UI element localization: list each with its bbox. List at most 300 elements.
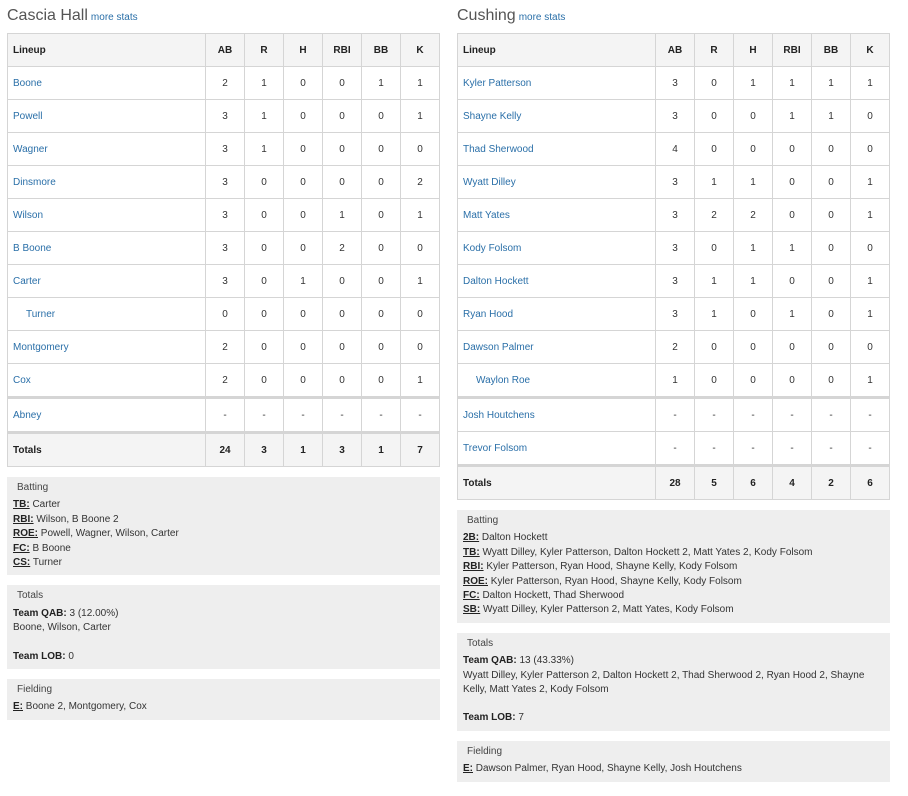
table-row — [8, 199, 440, 232]
stat-abbr: CS: — [13, 557, 31, 569]
column-header: BB — [812, 34, 851, 67]
stat-cell: 1 — [851, 298, 890, 331]
team-header — [7, 0, 440, 33]
stat-abbr: FC: — [13, 542, 30, 554]
section-title: Fielding — [17, 684, 53, 696]
stat-cell: 3 — [656, 232, 695, 265]
player-link[interactable]: Powell — [13, 110, 43, 122]
team-qab-players: Boone, Wilson, Carter — [13, 622, 111, 634]
stat-cell: - — [812, 432, 851, 466]
table-header-row — [458, 34, 890, 67]
team-lob-line — [13, 650, 434, 664]
stat-cell: - — [695, 398, 734, 432]
stat-cell: 0 — [323, 265, 362, 298]
player-cell — [458, 331, 656, 364]
stat-cell: 1 — [245, 133, 284, 166]
stat-cell: 0 — [245, 265, 284, 298]
player-link[interactable]: Wagner — [13, 143, 48, 155]
stat-cell: - — [695, 432, 734, 466]
bench-row — [458, 432, 890, 466]
total-cell: 28 — [656, 466, 695, 500]
stat-cell: 0 — [284, 364, 323, 398]
stat-cell: 0 — [734, 364, 773, 398]
stat-cell: 0 — [323, 298, 362, 331]
stat-cell: 0 — [284, 166, 323, 199]
stat-cell: - — [773, 432, 812, 466]
stat-cell: 0 — [284, 298, 323, 331]
stat-cell: 1 — [284, 265, 323, 298]
player-cell — [8, 199, 206, 232]
player-link[interactable]: Abney — [13, 409, 42, 421]
stat-cell: 0 — [851, 100, 890, 133]
total-cell: 3 — [323, 433, 362, 467]
player-cell — [8, 398, 206, 433]
spacer — [13, 636, 434, 650]
batting-stat-line — [13, 556, 434, 570]
stat-cell: - — [323, 398, 362, 433]
bench-row — [8, 398, 440, 433]
table-row — [458, 232, 890, 265]
table-row — [8, 100, 440, 133]
stat-value: Turner — [30, 557, 62, 569]
player-link[interactable]: Thad Sherwood — [463, 143, 534, 155]
stat-abbr: ROE: — [13, 528, 38, 540]
total-cell: 24 — [206, 433, 245, 467]
table-row — [8, 232, 440, 265]
spacer — [463, 697, 884, 711]
player-cell — [458, 432, 656, 466]
fielding-section — [7, 679, 440, 720]
batting-stat-line — [463, 546, 884, 560]
stat-value: B Boone — [29, 542, 71, 554]
player-cell — [458, 199, 656, 232]
stat-abbr: SB: — [463, 604, 481, 616]
stat-abbr: ROE: — [463, 575, 488, 587]
stat-cell: 2 — [656, 331, 695, 364]
stat-cell: 2 — [695, 199, 734, 232]
stat-cell: 1 — [734, 67, 773, 100]
stat-cell: 3 — [656, 199, 695, 232]
stat-cell: - — [656, 432, 695, 466]
player-link[interactable]: Boone — [13, 77, 42, 89]
stat-cell: 1 — [773, 298, 812, 331]
batting-stat-line — [13, 513, 434, 527]
more-stats-link[interactable]: more stats — [90, 12, 138, 23]
column-header: BB — [362, 34, 401, 67]
stat-cell: 1 — [245, 67, 284, 100]
stat-cell: 0 — [773, 364, 812, 398]
player-cell — [8, 364, 206, 398]
stat-cell: 2 — [323, 232, 362, 265]
player-cell — [458, 265, 656, 298]
stat-cell: 0 — [734, 331, 773, 364]
stat-cell: 0 — [734, 133, 773, 166]
player-cell — [458, 232, 656, 265]
stat-cell: 0 — [401, 133, 440, 166]
stat-cell: 0 — [284, 67, 323, 100]
stat-cell: 0 — [284, 133, 323, 166]
stat-cell: 0 — [773, 133, 812, 166]
stat-cell: 1 — [245, 100, 284, 133]
total-cell: 2 — [812, 466, 851, 500]
stat-cell: 1 — [851, 166, 890, 199]
stat-cell: 1 — [812, 67, 851, 100]
stat-cell: 3 — [656, 166, 695, 199]
stat-cell: 1 — [695, 166, 734, 199]
stat-cell: 1 — [851, 364, 890, 398]
stat-abbr: RBI: — [13, 513, 34, 525]
player-link[interactable]: Josh Houtchens — [463, 409, 535, 421]
stat-cell: 1 — [734, 265, 773, 298]
stat-cell: - — [734, 398, 773, 432]
stat-cell: 1 — [695, 298, 734, 331]
more-stats-link[interactable]: more stats — [518, 12, 566, 23]
column-header: AB — [206, 34, 245, 67]
stat-cell: 2 — [401, 166, 440, 199]
totals-row — [8, 433, 440, 467]
stat-cell: 0 — [245, 298, 284, 331]
stat-value: Wyatt Dilley, Kyler Patterson 2, Matt Yates, Kody Folsom — [480, 604, 734, 616]
stat-cell: 3 — [206, 100, 245, 133]
stat-cell: 0 — [812, 133, 851, 166]
batting-stat-line — [463, 531, 884, 545]
batting-stat-line — [463, 575, 884, 589]
team-name: Cascia Hall — [7, 7, 88, 24]
stat-cell: 0 — [245, 199, 284, 232]
total-cell: 4 — [773, 466, 812, 500]
stat-cell: 0 — [362, 298, 401, 331]
stat-cell: 0 — [245, 166, 284, 199]
player-cell — [458, 133, 656, 166]
table-row — [8, 265, 440, 298]
team-qab-value: 13 (43.33%) — [516, 655, 574, 667]
stat-cell: 0 — [245, 331, 284, 364]
stat-cell: 0 — [323, 67, 362, 100]
totals-row — [458, 466, 890, 500]
total-cell: 6 — [851, 466, 890, 500]
stat-cell: 1 — [323, 199, 362, 232]
stat-cell: 0 — [401, 331, 440, 364]
stat-cell: 1 — [401, 100, 440, 133]
stat-cell: 0 — [284, 100, 323, 133]
table-row — [8, 166, 440, 199]
lineup-table — [457, 33, 890, 500]
team-qab-line — [463, 654, 884, 668]
stat-cell: 0 — [245, 232, 284, 265]
stat-cell: 0 — [851, 331, 890, 364]
total-cell: 6 — [734, 466, 773, 500]
stat-cell: 0 — [401, 298, 440, 331]
section-title: Batting — [467, 515, 499, 526]
stat-cell: 0 — [284, 232, 323, 265]
stat-cell: 0 — [206, 298, 245, 331]
team-name: Cushing — [457, 7, 516, 24]
stat-cell: 1 — [695, 265, 734, 298]
totals-section — [457, 633, 890, 731]
team-qab-label: Team QAB: — [463, 655, 517, 667]
player-cell — [458, 67, 656, 100]
player-link[interactable]: Wilson — [13, 209, 44, 221]
team-lob-label: Team LOB: — [463, 712, 516, 724]
fielding-stat-line — [13, 700, 434, 714]
stat-cell: 0 — [695, 232, 734, 265]
batting-section — [7, 477, 440, 575]
stat-cell: - — [734, 432, 773, 466]
player-link[interactable]: B Boone — [13, 242, 52, 254]
column-header: Lineup — [8, 34, 206, 67]
bench-row — [458, 398, 890, 432]
stat-cell: 0 — [362, 331, 401, 364]
stat-cell: 3 — [656, 298, 695, 331]
stat-cell: 0 — [284, 199, 323, 232]
player-link[interactable]: Dawson Palmer — [463, 341, 534, 353]
stat-cell: 0 — [734, 100, 773, 133]
team-lob-line — [463, 711, 884, 725]
table-row — [458, 199, 890, 232]
team-qab-value: 3 (12.00%) — [66, 607, 119, 619]
stat-cell: 3 — [206, 166, 245, 199]
stat-cell: 0 — [851, 232, 890, 265]
stat-cell: 0 — [323, 166, 362, 199]
stat-cell: 0 — [323, 331, 362, 364]
player-link[interactable]: Shayne Kelly — [463, 110, 522, 122]
team-header — [457, 0, 890, 33]
stat-cell: 0 — [695, 331, 734, 364]
table-row — [458, 67, 890, 100]
player-cell — [8, 133, 206, 166]
column-header: R — [245, 34, 284, 67]
fielding-stat-line — [463, 762, 884, 776]
stat-cell: 0 — [323, 364, 362, 398]
table-row — [458, 100, 890, 133]
stat-cell: - — [245, 398, 284, 433]
stat-cell: 1 — [362, 67, 401, 100]
stat-cell: - — [401, 398, 440, 433]
batting-stat-line — [463, 589, 884, 603]
player-cell — [8, 232, 206, 265]
column-header: AB — [656, 34, 695, 67]
stat-cell: 0 — [812, 364, 851, 398]
stat-abbr: TB: — [13, 499, 30, 511]
player-cell — [8, 331, 206, 364]
team-qab-line — [13, 607, 434, 621]
stat-cell: 0 — [362, 232, 401, 265]
section-title: Fielding — [467, 745, 503, 757]
stat-value: Dawson Palmer, Ryan Hood, Shayne Kelly, Josh Houtchens — [473, 763, 742, 775]
batting-section — [457, 510, 890, 623]
section-title: Totals — [17, 590, 44, 602]
stat-cell: 1 — [656, 364, 695, 398]
stat-cell: 1 — [851, 67, 890, 100]
column-header: H — [284, 34, 323, 67]
player-link[interactable]: Kody Folsom — [463, 242, 522, 254]
player-link[interactable]: Wyatt Dilley — [463, 176, 516, 188]
stat-abbr: FC: — [463, 590, 480, 602]
stat-cell: 0 — [812, 232, 851, 265]
stat-cell: 0 — [695, 364, 734, 398]
stat-value: Wilson, B Boone 2 — [33, 513, 119, 525]
stat-cell: 0 — [362, 133, 401, 166]
player-cell — [458, 364, 656, 398]
stat-cell: 0 — [284, 331, 323, 364]
stat-cell: 3 — [656, 265, 695, 298]
stat-cell: 0 — [773, 166, 812, 199]
stat-cell: 3 — [206, 133, 245, 166]
player-cell — [458, 398, 656, 432]
table-row — [458, 298, 890, 331]
stat-cell: - — [773, 398, 812, 432]
stat-cell: - — [284, 398, 323, 433]
stat-cell: 3 — [656, 100, 695, 133]
batting-stat-line — [13, 498, 434, 512]
total-cell: 1 — [284, 433, 323, 467]
column-header: Lineup — [458, 34, 656, 67]
team-qab-players: Wyatt Dilley, Kyler Patterson 2, Dalton Hockett 2, Thad Sherwood 2, Ryan Hood 2, Shayne Kelly, Matt Yates 2, Kody Folsom — [463, 669, 865, 696]
player-link[interactable]: Dinsmore — [13, 176, 56, 188]
stat-cell: 0 — [812, 166, 851, 199]
player-link[interactable]: Carter — [13, 275, 41, 287]
player-link[interactable]: Trevor Folsom — [463, 442, 528, 454]
column-header: RBI — [323, 34, 362, 67]
stat-value: Dalton Hockett — [479, 532, 548, 544]
team-lob-value: 7 — [515, 712, 524, 724]
player-link[interactable]: Waylon Roe — [476, 374, 531, 386]
table-row — [8, 133, 440, 166]
stat-cell: 1 — [401, 364, 440, 398]
totals-label: Totals — [458, 466, 656, 500]
totals-section — [7, 585, 440, 669]
player-link[interactable]: Montgomery — [13, 341, 69, 353]
stat-cell: 0 — [695, 67, 734, 100]
stat-value: Carter — [29, 499, 61, 511]
table-header-row — [8, 34, 440, 67]
lineup-table — [7, 33, 440, 467]
batting-stat-line — [13, 527, 434, 541]
stat-cell: 1 — [773, 232, 812, 265]
column-header: H — [734, 34, 773, 67]
team-lob-label: Team LOB: — [13, 650, 66, 662]
stat-value: Wyatt Dilley, Kyler Patterson, Dalton Hockett 2, Matt Yates 2, Kody Folsom — [479, 546, 813, 558]
stat-cell: - — [362, 398, 401, 433]
player-link[interactable]: Matt Yates — [463, 209, 510, 221]
stat-cell: 0 — [812, 298, 851, 331]
table-row — [8, 67, 440, 100]
stat-cell: 0 — [734, 298, 773, 331]
stat-cell: - — [812, 398, 851, 432]
player-cell — [458, 298, 656, 331]
total-cell: 3 — [245, 433, 284, 467]
stat-cell: 0 — [773, 331, 812, 364]
stat-cell: 0 — [362, 199, 401, 232]
table-row — [8, 298, 440, 331]
table-row — [458, 364, 890, 398]
stat-cell: 2 — [206, 331, 245, 364]
table-row — [458, 331, 890, 364]
player-cell — [458, 100, 656, 133]
stat-cell: 3 — [206, 232, 245, 265]
stat-cell: 0 — [773, 265, 812, 298]
player-link[interactable]: Turner — [26, 308, 56, 320]
table-row — [458, 133, 890, 166]
stat-cell: 0 — [851, 133, 890, 166]
stat-value: Boone 2, Montgomery, Cox — [23, 701, 147, 713]
column-header: K — [401, 34, 440, 67]
column-header: RBI — [773, 34, 812, 67]
stat-cell: 1 — [773, 67, 812, 100]
player-link[interactable]: Ryan Hood — [463, 308, 514, 320]
stat-cell: 0 — [362, 100, 401, 133]
stat-abbr: 2B: — [463, 532, 480, 544]
stat-cell: 4 — [656, 133, 695, 166]
stat-cell: 0 — [812, 199, 851, 232]
team-panel-cascia-hall — [7, 0, 440, 720]
section-title: Batting — [17, 482, 49, 493]
stat-abbr: E: — [463, 763, 473, 775]
stat-cell: 1 — [401, 67, 440, 100]
player-link[interactable]: Cox — [13, 374, 31, 386]
batting-stat-line — [463, 560, 884, 574]
stat-cell: 1 — [734, 232, 773, 265]
stat-value: Dalton Hockett, Thad Sherwood — [479, 590, 625, 602]
stat-cell: 2 — [206, 364, 245, 398]
stat-cell: - — [656, 398, 695, 432]
total-cell: 1 — [362, 433, 401, 467]
stat-cell: 0 — [323, 100, 362, 133]
player-link[interactable]: Kyler Patterson — [463, 77, 532, 89]
stat-cell: 3 — [206, 199, 245, 232]
stat-cell: 0 — [323, 133, 362, 166]
player-cell — [8, 100, 206, 133]
stat-cell: 1 — [812, 100, 851, 133]
stat-cell: 3 — [656, 67, 695, 100]
player-cell — [8, 265, 206, 298]
stat-cell: 0 — [401, 232, 440, 265]
stat-cell: 0 — [695, 100, 734, 133]
stat-cell: 0 — [362, 265, 401, 298]
table-row — [458, 166, 890, 199]
stat-abbr: TB: — [463, 546, 480, 558]
stat-cell: - — [851, 432, 890, 466]
total-cell: 5 — [695, 466, 734, 500]
stat-cell: 0 — [362, 166, 401, 199]
fielding-section — [457, 741, 890, 782]
stat-cell: 1 — [851, 199, 890, 232]
player-link[interactable]: Dalton Hockett — [463, 275, 529, 287]
stat-abbr: E: — [13, 701, 23, 713]
stat-cell: - — [851, 398, 890, 432]
stat-cell: 0 — [362, 364, 401, 398]
stat-value: Kyler Patterson, Ryan Hood, Shayne Kelly, Kody Folsom — [488, 575, 742, 587]
player-cell — [8, 166, 206, 199]
batting-stat-line — [13, 542, 434, 556]
stat-cell: 0 — [812, 265, 851, 298]
stat-value: Kyler Patterson, Ryan Hood, Shayne Kelly, Kody Folsom — [483, 561, 738, 573]
team-panel-cushing — [457, 0, 890, 782]
table-row — [458, 265, 890, 298]
team-lob-value: 0 — [65, 650, 74, 662]
stat-cell: 1 — [773, 100, 812, 133]
stat-value: Powell, Wagner, Wilson, Carter — [38, 528, 179, 540]
table-row — [8, 331, 440, 364]
stat-cell: 3 — [206, 265, 245, 298]
stat-abbr: RBI: — [463, 561, 484, 573]
total-cell: 7 — [401, 433, 440, 467]
column-header: R — [695, 34, 734, 67]
stat-cell: 2 — [734, 199, 773, 232]
stat-cell: 2 — [206, 67, 245, 100]
player-cell — [8, 67, 206, 100]
stat-cell: 0 — [812, 331, 851, 364]
